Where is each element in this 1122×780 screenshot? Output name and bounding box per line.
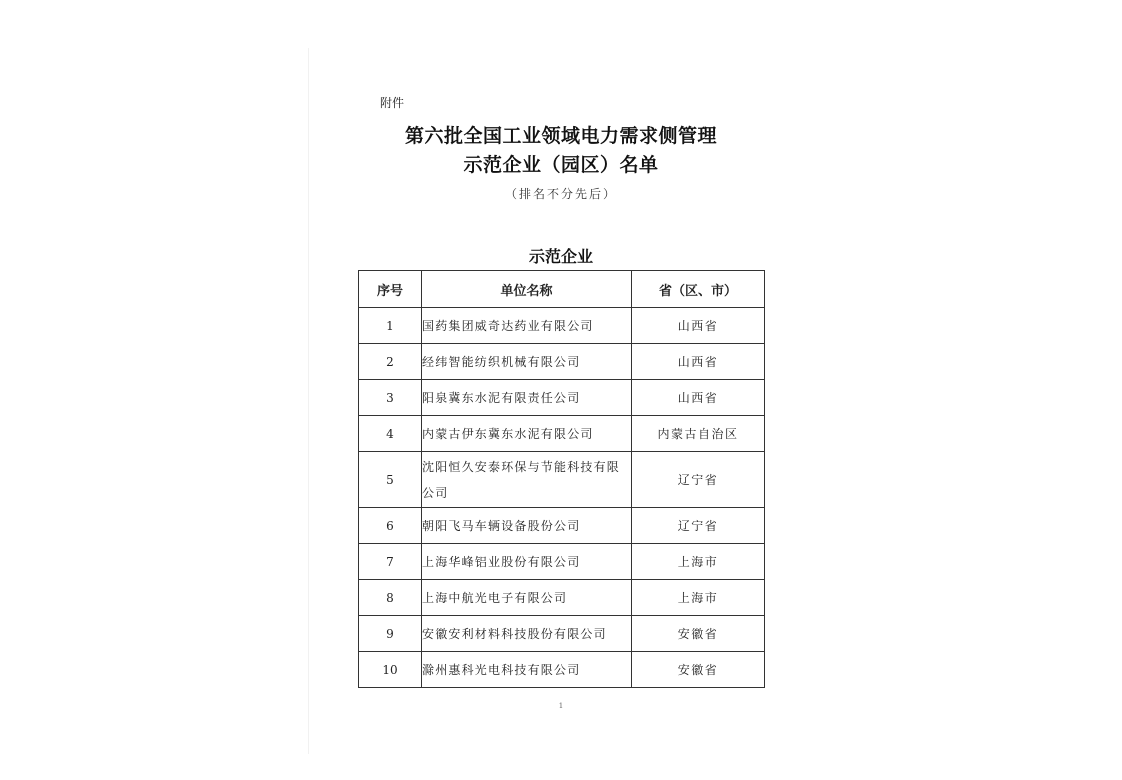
table-row bbox=[359, 652, 765, 688]
row-number: 6 bbox=[359, 508, 422, 544]
province: 辽宁省 bbox=[632, 452, 765, 508]
company-name: 经纬智能纺织机械有限公司 bbox=[422, 344, 632, 380]
province: 内蒙古自治区 bbox=[632, 416, 765, 452]
table-row bbox=[359, 508, 765, 544]
company-name: 上海华峰铝业股份有限公司 bbox=[422, 544, 632, 580]
company-name: 安徽安利材料科技股份有限公司 bbox=[422, 616, 632, 652]
row-number: 3 bbox=[359, 380, 422, 416]
company-name: 朝阳飞马车辆设备股份公司 bbox=[422, 508, 632, 544]
table-row bbox=[359, 544, 765, 580]
page-title-line-2: 示范企业（园区）名单 bbox=[463, 154, 659, 176]
row-number: 10 bbox=[359, 652, 422, 688]
company-name: 上海中航光电子有限公司 bbox=[422, 580, 632, 616]
column-header-province: 省（区、市） bbox=[632, 271, 765, 308]
province: 山西省 bbox=[632, 344, 765, 380]
row-number: 1 bbox=[359, 308, 422, 344]
page-title-line-1: 第六批全国工业领域电力需求侧管理 bbox=[404, 125, 717, 147]
company-name: 阳泉冀东水泥有限责任公司 bbox=[422, 380, 632, 416]
row-number: 5 bbox=[359, 452, 422, 508]
company-name: 沈阳恒久安泰环保与节能科技有限公司 bbox=[422, 452, 632, 508]
ranking-note: （排名不分先后） bbox=[504, 187, 617, 201]
table-row bbox=[359, 452, 765, 508]
table-header-row bbox=[359, 271, 765, 308]
section-title: 示范企业 bbox=[528, 247, 593, 266]
table-row bbox=[359, 344, 765, 380]
row-number: 4 bbox=[359, 416, 422, 452]
province: 山西省 bbox=[632, 380, 765, 416]
enterprise-table bbox=[358, 270, 765, 688]
page-number: 1 bbox=[558, 702, 564, 710]
province: 安徽省 bbox=[632, 616, 765, 652]
attachment-label: 附件 bbox=[380, 96, 405, 110]
row-number: 2 bbox=[359, 344, 422, 380]
province: 安徽省 bbox=[632, 652, 765, 688]
row-number: 8 bbox=[359, 580, 422, 616]
column-header-name: 单位名称 bbox=[422, 271, 632, 308]
table-row bbox=[359, 616, 765, 652]
province: 上海市 bbox=[632, 544, 765, 580]
table-row bbox=[359, 416, 765, 452]
row-number: 7 bbox=[359, 544, 422, 580]
province: 辽宁省 bbox=[632, 508, 765, 544]
company-name: 内蒙古伊东冀东水泥有限公司 bbox=[422, 416, 632, 452]
province: 山西省 bbox=[632, 308, 765, 344]
table-row bbox=[359, 380, 765, 416]
table-row bbox=[359, 308, 765, 344]
row-number: 9 bbox=[359, 616, 422, 652]
column-header-number: 序号 bbox=[359, 271, 422, 308]
company-name: 滁州惠科光电科技有限公司 bbox=[422, 652, 632, 688]
table-row bbox=[359, 580, 765, 616]
company-name: 国药集团威奇达药业有限公司 bbox=[422, 308, 632, 344]
province: 上海市 bbox=[632, 580, 765, 616]
